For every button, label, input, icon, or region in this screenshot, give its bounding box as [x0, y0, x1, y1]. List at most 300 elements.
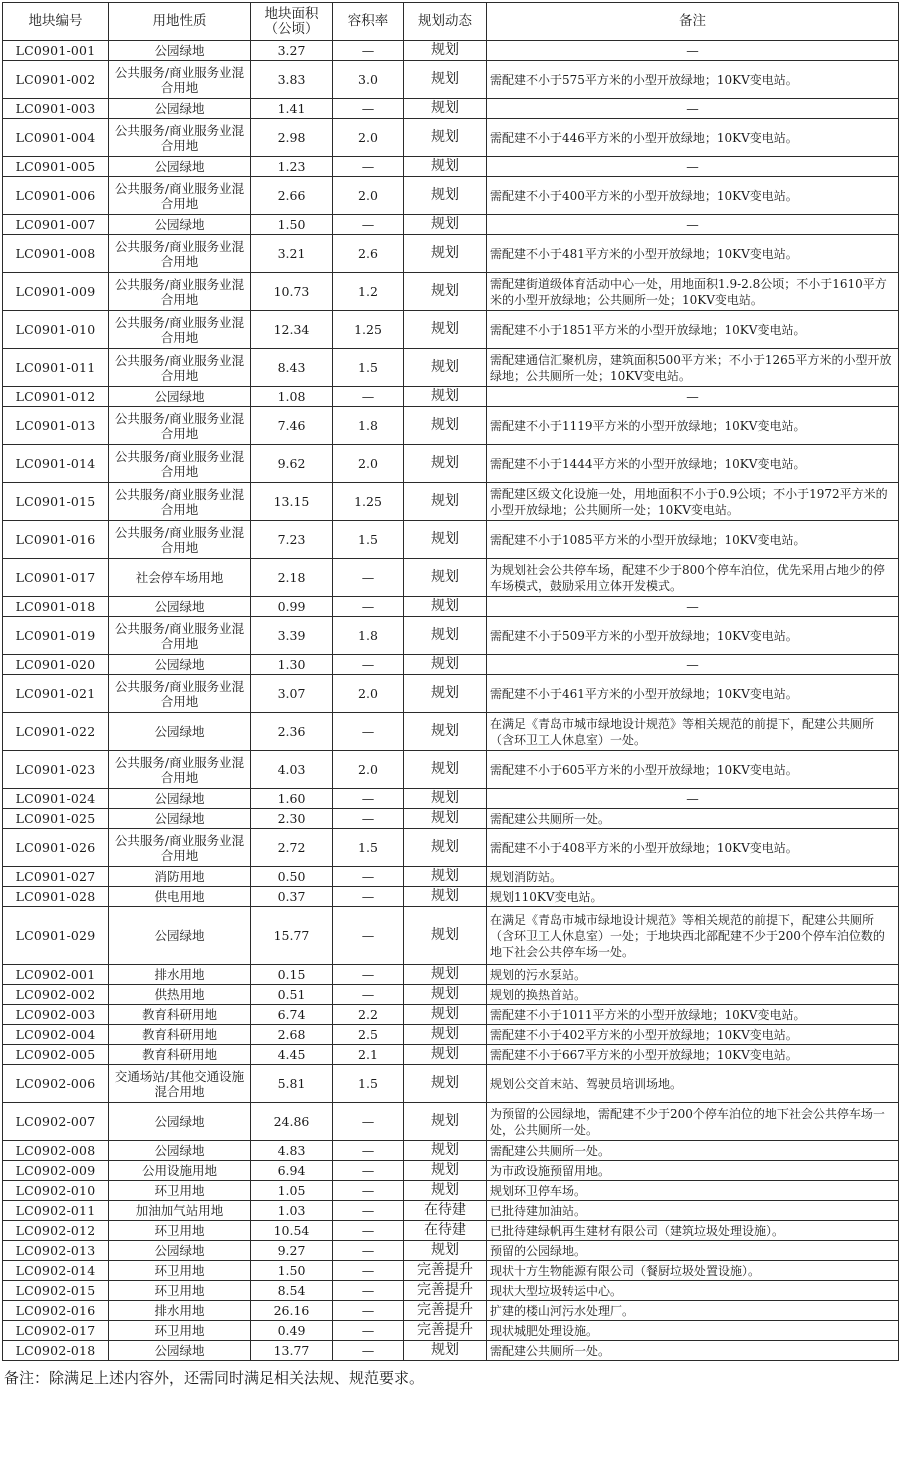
cell-far: 1.8 — [333, 407, 404, 445]
cell-notes: 为预留的公园绿地，需配建不少于200个停车泊位的地下社会公共停车场一处，公共厕所一处。 — [487, 1103, 899, 1141]
cell-area: 0.99 — [251, 597, 333, 617]
cell-far: — — [333, 1301, 404, 1321]
cell-far: 2.0 — [333, 675, 404, 713]
cell-area: 0.15 — [251, 965, 333, 985]
cell-status: 规划 — [404, 1103, 487, 1141]
table-body — [3, 41, 899, 1361]
table-row — [3, 311, 899, 349]
cell-parcel-id: LC0901-021 — [3, 675, 109, 713]
cell-status: 在待建 — [404, 1221, 487, 1241]
cell-area: 2.30 — [251, 809, 333, 829]
cell-far: 2.1 — [333, 1045, 404, 1065]
cell-land-use: 排水用地 — [109, 1301, 251, 1321]
cell-area: 8.54 — [251, 1281, 333, 1301]
cell-area: 6.94 — [251, 1161, 333, 1181]
cell-land-use: 环卫用地 — [109, 1181, 251, 1201]
cell-notes: 规划环卫停车场。 — [487, 1181, 899, 1201]
cell-parcel-id: LC0902-006 — [3, 1065, 109, 1103]
cell-area: 3.07 — [251, 675, 333, 713]
table-row — [3, 867, 899, 887]
cell-notes: 需配建不小于1444平方米的小型开放绿地；10KV变电站。 — [487, 445, 899, 483]
cell-land-use: 公共服务/商业服务业混合用地 — [109, 273, 251, 311]
header-notes: 备注 — [487, 3, 899, 41]
cell-notes: — — [487, 41, 899, 61]
cell-notes: 需配建不小于575平方米的小型开放绿地；10KV变电站。 — [487, 61, 899, 99]
cell-notes: 为规划社会公共停车场，配建不少于800个停车泊位，优先采用占地少的停车场模式，鼓励采用立体开发模式。 — [487, 559, 899, 597]
cell-status: 规划 — [404, 235, 487, 273]
table-header-row — [3, 3, 899, 41]
cell-parcel-id: LC0901-015 — [3, 483, 109, 521]
table-row — [3, 521, 899, 559]
cell-notes: — — [487, 655, 899, 675]
cell-status: 规划 — [404, 1161, 487, 1181]
table-row — [3, 597, 899, 617]
cell-parcel-id: LC0902-004 — [3, 1025, 109, 1045]
cell-land-use: 公用设施用地 — [109, 1161, 251, 1181]
table-row — [3, 1181, 899, 1201]
cell-notes: 规划消防站。 — [487, 867, 899, 887]
cell-notes: 需配建不小于605平方米的小型开放绿地；10KV变电站。 — [487, 751, 899, 789]
cell-status: 规划 — [404, 61, 487, 99]
cell-land-use: 教育科研用地 — [109, 1045, 251, 1065]
table-row — [3, 1221, 899, 1241]
cell-parcel-id: LC0902-018 — [3, 1341, 109, 1361]
cell-parcel-id: LC0901-013 — [3, 407, 109, 445]
cell-far: — — [333, 713, 404, 751]
cell-notes: 需配建不小于1119平方米的小型开放绿地；10KV变电站。 — [487, 407, 899, 445]
cell-far: 1.2 — [333, 273, 404, 311]
table-row — [3, 675, 899, 713]
cell-land-use: 公园绿地 — [109, 597, 251, 617]
cell-land-use: 公共服务/商业服务业混合用地 — [109, 829, 251, 867]
table-row — [3, 1321, 899, 1341]
cell-notes: 在满足《青岛市城市绿地设计规范》等相关规范的前提下，配建公共厕所（含环卫工人休息室）一处；于地块西北部配建不少于200个停车泊位数的地下社会公共停车场一处。 — [487, 907, 899, 965]
cell-status: 规划 — [404, 157, 487, 177]
table-row — [3, 907, 899, 965]
cell-area: 13.15 — [251, 483, 333, 521]
cell-area: 6.74 — [251, 1005, 333, 1025]
cell-status: 规划 — [404, 789, 487, 809]
cell-status: 规划 — [404, 985, 487, 1005]
cell-status: 规划 — [404, 177, 487, 215]
cell-land-use: 公共服务/商业服务业混合用地 — [109, 61, 251, 99]
cell-far: 2.5 — [333, 1025, 404, 1045]
cell-land-use: 环卫用地 — [109, 1281, 251, 1301]
cell-status: 规划 — [404, 483, 487, 521]
table-row — [3, 1301, 899, 1321]
cell-status: 规划 — [404, 311, 487, 349]
cell-parcel-id: LC0901-023 — [3, 751, 109, 789]
cell-land-use: 加油加气站用地 — [109, 1201, 251, 1221]
cell-notes: 预留的公园绿地。 — [487, 1241, 899, 1261]
cell-land-use: 公共服务/商业服务业混合用地 — [109, 177, 251, 215]
table-row — [3, 1281, 899, 1301]
table-row — [3, 789, 899, 809]
cell-far: — — [333, 597, 404, 617]
cell-status: 规划 — [404, 445, 487, 483]
cell-far: — — [333, 157, 404, 177]
cell-notes: 需配建不小于1011平方米的小型开放绿地；10KV变电站。 — [487, 1005, 899, 1025]
cell-area: 2.36 — [251, 713, 333, 751]
cell-status: 规划 — [404, 1005, 487, 1025]
cell-land-use: 公园绿地 — [109, 655, 251, 675]
cell-notes: — — [487, 789, 899, 809]
cell-parcel-id: LC0902-013 — [3, 1241, 109, 1261]
cell-status: 规划 — [404, 829, 487, 867]
cell-land-use: 公共服务/商业服务业混合用地 — [109, 311, 251, 349]
table-row — [3, 559, 899, 597]
cell-parcel-id: LC0902-010 — [3, 1181, 109, 1201]
cell-area: 8.43 — [251, 349, 333, 387]
cell-area: 4.83 — [251, 1141, 333, 1161]
cell-notes: — — [487, 157, 899, 177]
cell-parcel-id: LC0901-006 — [3, 177, 109, 215]
cell-far: 2.0 — [333, 445, 404, 483]
cell-land-use: 公园绿地 — [109, 157, 251, 177]
cell-parcel-id: LC0902-001 — [3, 965, 109, 985]
cell-land-use: 公园绿地 — [109, 907, 251, 965]
cell-far: — — [333, 1261, 404, 1281]
cell-parcel-id: LC0901-011 — [3, 349, 109, 387]
cell-far: — — [333, 41, 404, 61]
cell-area: 13.77 — [251, 1341, 333, 1361]
cell-status: 规划 — [404, 1241, 487, 1261]
cell-land-use: 公共服务/商业服务业混合用地 — [109, 521, 251, 559]
header-parcel-id: 地块编号 — [3, 3, 109, 41]
table-row — [3, 119, 899, 157]
cell-far: — — [333, 387, 404, 407]
table-row — [3, 713, 899, 751]
cell-land-use: 供热用地 — [109, 985, 251, 1005]
table-row — [3, 1241, 899, 1261]
cell-notes: 需配建公共厕所一处。 — [487, 1141, 899, 1161]
cell-notes: 现状十方生物能源有限公司（餐厨垃圾处置设施）。 — [487, 1261, 899, 1281]
table-row — [3, 1065, 899, 1103]
table-row — [3, 887, 899, 907]
cell-notes: 需配建不小于402平方米的小型开放绿地；10KV变电站。 — [487, 1025, 899, 1045]
cell-land-use: 公共服务/商业服务业混合用地 — [109, 617, 251, 655]
cell-parcel-id: LC0901-014 — [3, 445, 109, 483]
header-area: 地块面积（公顷） — [251, 3, 333, 41]
cell-status: 在待建 — [404, 1201, 487, 1221]
footnote: 备注：除满足上述内容外，还需同时满足相关法规、规范要求。 — [4, 1369, 425, 1387]
table-row — [3, 1261, 899, 1281]
cell-far: — — [333, 655, 404, 675]
cell-far: — — [333, 1241, 404, 1261]
table-row — [3, 99, 899, 119]
cell-notes: 规划110KV变电站。 — [487, 887, 899, 907]
table-row — [3, 483, 899, 521]
cell-parcel-id: LC0901-029 — [3, 907, 109, 965]
cell-far: — — [333, 1103, 404, 1141]
cell-area: 1.23 — [251, 157, 333, 177]
cell-area: 24.86 — [251, 1103, 333, 1141]
cell-area: 3.83 — [251, 61, 333, 99]
cell-land-use: 供电用地 — [109, 887, 251, 907]
cell-parcel-id: LC0902-002 — [3, 985, 109, 1005]
cell-parcel-id: LC0902-015 — [3, 1281, 109, 1301]
cell-area: 1.08 — [251, 387, 333, 407]
cell-area: 10.73 — [251, 273, 333, 311]
cell-notes: 需配建不小于481平方米的小型开放绿地；10KV变电站。 — [487, 235, 899, 273]
cell-status: 完善提升 — [404, 1261, 487, 1281]
cell-parcel-id: LC0901-004 — [3, 119, 109, 157]
cell-status: 完善提升 — [404, 1301, 487, 1321]
cell-far: — — [333, 907, 404, 965]
cell-area: 2.98 — [251, 119, 333, 157]
cell-notes: — — [487, 597, 899, 617]
cell-land-use: 公园绿地 — [109, 789, 251, 809]
cell-parcel-id: LC0901-024 — [3, 789, 109, 809]
cell-area: 3.39 — [251, 617, 333, 655]
cell-land-use: 公园绿地 — [109, 99, 251, 119]
cell-area: 2.68 — [251, 1025, 333, 1045]
cell-land-use: 公共服务/商业服务业混合用地 — [109, 483, 251, 521]
cell-notes: 已批待建加油站。 — [487, 1201, 899, 1221]
cell-parcel-id: LC0902-017 — [3, 1321, 109, 1341]
cell-status: 规划 — [404, 99, 487, 119]
table-row — [3, 965, 899, 985]
cell-parcel-id: LC0901-016 — [3, 521, 109, 559]
table-row — [3, 157, 899, 177]
cell-notes: 需配建区级文化设施一处，用地面积不小于0.9公顷；不小于1972平方米的小型开放绿地；公共厕所一处；10KV变电站。 — [487, 483, 899, 521]
cell-land-use: 公共服务/商业服务业混合用地 — [109, 407, 251, 445]
cell-notes: 现状大型垃圾转运中心。 — [487, 1281, 899, 1301]
cell-far: — — [333, 1141, 404, 1161]
table-row — [3, 829, 899, 867]
cell-notes: 现状城肥处理设施。 — [487, 1321, 899, 1341]
cell-land-use: 公园绿地 — [109, 387, 251, 407]
cell-parcel-id: LC0901-012 — [3, 387, 109, 407]
cell-notes: 需配建公共厕所一处。 — [487, 809, 899, 829]
table-row — [3, 215, 899, 235]
cell-land-use: 公园绿地 — [109, 1141, 251, 1161]
cell-far: 1.5 — [333, 829, 404, 867]
cell-parcel-id: LC0901-017 — [3, 559, 109, 597]
cell-far: 1.25 — [333, 483, 404, 521]
table-row — [3, 387, 899, 407]
cell-far: — — [333, 1221, 404, 1241]
cell-area: 7.23 — [251, 521, 333, 559]
cell-parcel-id: LC0901-008 — [3, 235, 109, 273]
table-row — [3, 1341, 899, 1361]
cell-land-use: 公园绿地 — [109, 713, 251, 751]
cell-parcel-id: LC0902-011 — [3, 1201, 109, 1221]
cell-area: 9.62 — [251, 445, 333, 483]
cell-far: 1.25 — [333, 311, 404, 349]
cell-far: — — [333, 809, 404, 829]
cell-far: — — [333, 1341, 404, 1361]
cell-far: — — [333, 1201, 404, 1221]
cell-status: 规划 — [404, 215, 487, 235]
cell-parcel-id: LC0901-025 — [3, 809, 109, 829]
cell-status: 规划 — [404, 751, 487, 789]
cell-land-use: 环卫用地 — [109, 1321, 251, 1341]
cell-far: — — [333, 1181, 404, 1201]
cell-area: 5.81 — [251, 1065, 333, 1103]
cell-area: 2.72 — [251, 829, 333, 867]
cell-parcel-id: LC0902-016 — [3, 1301, 109, 1321]
cell-parcel-id: LC0901-003 — [3, 99, 109, 119]
cell-parcel-id: LC0901-027 — [3, 867, 109, 887]
table-row — [3, 61, 899, 99]
cell-land-use: 公园绿地 — [109, 1341, 251, 1361]
cell-status: 完善提升 — [404, 1281, 487, 1301]
cell-status: 规划 — [404, 1181, 487, 1201]
cell-status: 规划 — [404, 1341, 487, 1361]
cell-land-use: 公园绿地 — [109, 215, 251, 235]
land-parcel-table — [2, 2, 899, 1361]
cell-land-use: 公共服务/商业服务业混合用地 — [109, 445, 251, 483]
table-row — [3, 445, 899, 483]
cell-status: 规划 — [404, 867, 487, 887]
cell-notes: 需配建不小于509平方米的小型开放绿地；10KV变电站。 — [487, 617, 899, 655]
cell-land-use: 公共服务/商业服务业混合用地 — [109, 235, 251, 273]
cell-far: — — [333, 559, 404, 597]
cell-parcel-id: LC0901-028 — [3, 887, 109, 907]
table-row — [3, 751, 899, 789]
cell-land-use: 公园绿地 — [109, 809, 251, 829]
cell-status: 规划 — [404, 387, 487, 407]
cell-notes: 扩建的楼山河污水处理厂。 — [487, 1301, 899, 1321]
cell-notes: 已批待建绿帆再生建材有限公司（建筑垃圾处理设施）。 — [487, 1221, 899, 1241]
cell-status: 规划 — [404, 559, 487, 597]
cell-area: 3.21 — [251, 235, 333, 273]
cell-land-use: 排水用地 — [109, 965, 251, 985]
cell-land-use: 环卫用地 — [109, 1261, 251, 1281]
cell-notes: — — [487, 387, 899, 407]
cell-area: 0.37 — [251, 887, 333, 907]
table-row — [3, 1161, 899, 1181]
cell-parcel-id: LC0901-001 — [3, 41, 109, 61]
table-row — [3, 1025, 899, 1045]
cell-far: 1.5 — [333, 1065, 404, 1103]
cell-status: 规划 — [404, 713, 487, 751]
cell-status: 规划 — [404, 349, 487, 387]
header-land-use: 用地性质 — [109, 3, 251, 41]
cell-far: 1.5 — [333, 521, 404, 559]
cell-land-use: 公园绿地 — [109, 41, 251, 61]
header-status: 规划动态 — [404, 3, 487, 41]
header-far: 容积率 — [333, 3, 404, 41]
cell-parcel-id: LC0902-014 — [3, 1261, 109, 1281]
cell-status: 规划 — [404, 617, 487, 655]
table-row — [3, 235, 899, 273]
table-row — [3, 1005, 899, 1025]
cell-notes: 需配建通信汇聚机房，建筑面积500平方米；不小于1265平方米的小型开放绿地；公共厕所一处；10KV变电站。 — [487, 349, 899, 387]
cell-status: 规划 — [404, 907, 487, 965]
cell-area: 26.16 — [251, 1301, 333, 1321]
cell-far: 1.5 — [333, 349, 404, 387]
cell-far: — — [333, 965, 404, 985]
table-row — [3, 1103, 899, 1141]
cell-area: 1.50 — [251, 215, 333, 235]
cell-far: — — [333, 1321, 404, 1341]
cell-area: 1.50 — [251, 1261, 333, 1281]
cell-notes: 需配建公共厕所一处。 — [487, 1341, 899, 1361]
cell-status: 完善提升 — [404, 1321, 487, 1341]
cell-area: 1.41 — [251, 99, 333, 119]
cell-parcel-id: LC0901-007 — [3, 215, 109, 235]
cell-status: 规划 — [404, 407, 487, 445]
cell-area: 2.66 — [251, 177, 333, 215]
cell-far: — — [333, 99, 404, 119]
cell-status: 规划 — [404, 675, 487, 713]
cell-land-use: 公园绿地 — [109, 1241, 251, 1261]
cell-notes: 需配建不小于408平方米的小型开放绿地；10KV变电站。 — [487, 829, 899, 867]
cell-area: 3.27 — [251, 41, 333, 61]
cell-status: 规划 — [404, 597, 487, 617]
cell-area: 9.27 — [251, 1241, 333, 1261]
cell-far: — — [333, 867, 404, 887]
cell-notes: 需配建街道级体育活动中心一处，用地面积1.9-2.8公顷；不小于1610平方米的小型开放绿地；公共厕所一处；10KV变电站。 — [487, 273, 899, 311]
cell-notes: — — [487, 215, 899, 235]
table-row — [3, 1201, 899, 1221]
cell-area: 12.34 — [251, 311, 333, 349]
cell-land-use: 教育科研用地 — [109, 1025, 251, 1045]
cell-far: 1.8 — [333, 617, 404, 655]
cell-parcel-id: LC0901-022 — [3, 713, 109, 751]
cell-status: 规划 — [404, 965, 487, 985]
cell-far: — — [333, 985, 404, 1005]
cell-area: 15.77 — [251, 907, 333, 965]
cell-parcel-id: LC0901-002 — [3, 61, 109, 99]
cell-land-use: 公共服务/商业服务业混合用地 — [109, 119, 251, 157]
cell-status: 规划 — [404, 273, 487, 311]
cell-far: — — [333, 1161, 404, 1181]
cell-status: 规划 — [404, 1045, 487, 1065]
cell-far: — — [333, 1281, 404, 1301]
cell-area: 1.30 — [251, 655, 333, 675]
cell-parcel-id: LC0902-005 — [3, 1045, 109, 1065]
cell-parcel-id: LC0902-008 — [3, 1141, 109, 1161]
cell-area: 0.49 — [251, 1321, 333, 1341]
cell-area: 4.45 — [251, 1045, 333, 1065]
cell-status: 规划 — [404, 655, 487, 675]
table-row — [3, 407, 899, 445]
cell-parcel-id: LC0902-009 — [3, 1161, 109, 1181]
table-row — [3, 617, 899, 655]
cell-land-use: 公共服务/商业服务业混合用地 — [109, 751, 251, 789]
cell-area: 1.05 — [251, 1181, 333, 1201]
cell-notes: 需配建不小于667平方米的小型开放绿地；10KV变电站。 — [487, 1045, 899, 1065]
cell-parcel-id: LC0901-010 — [3, 311, 109, 349]
cell-parcel-id: LC0902-003 — [3, 1005, 109, 1025]
cell-status: 规划 — [404, 1025, 487, 1045]
cell-notes: 规划公交首末站、驾驶员培训场地。 — [487, 1065, 899, 1103]
cell-area: 4.03 — [251, 751, 333, 789]
cell-parcel-id: LC0901-005 — [3, 157, 109, 177]
cell-notes: 规划的换热首站。 — [487, 985, 899, 1005]
cell-parcel-id: LC0902-007 — [3, 1103, 109, 1141]
cell-land-use: 公共服务/商业服务业混合用地 — [109, 675, 251, 713]
cell-far: 2.2 — [333, 1005, 404, 1025]
cell-far: 2.6 — [333, 235, 404, 273]
cell-far: 2.0 — [333, 177, 404, 215]
cell-notes: 需配建不小于446平方米的小型开放绿地；10KV变电站。 — [487, 119, 899, 157]
cell-area: 0.50 — [251, 867, 333, 887]
cell-notes: 需配建不小于1851平方米的小型开放绿地；10KV变电站。 — [487, 311, 899, 349]
table-row — [3, 1141, 899, 1161]
cell-area: 1.03 — [251, 1201, 333, 1221]
cell-far: — — [333, 887, 404, 907]
cell-far: — — [333, 215, 404, 235]
cell-far: 3.0 — [333, 61, 404, 99]
table-row — [3, 273, 899, 311]
cell-far: 2.0 — [333, 751, 404, 789]
cell-area: 2.18 — [251, 559, 333, 597]
cell-land-use: 公共服务/商业服务业混合用地 — [109, 349, 251, 387]
